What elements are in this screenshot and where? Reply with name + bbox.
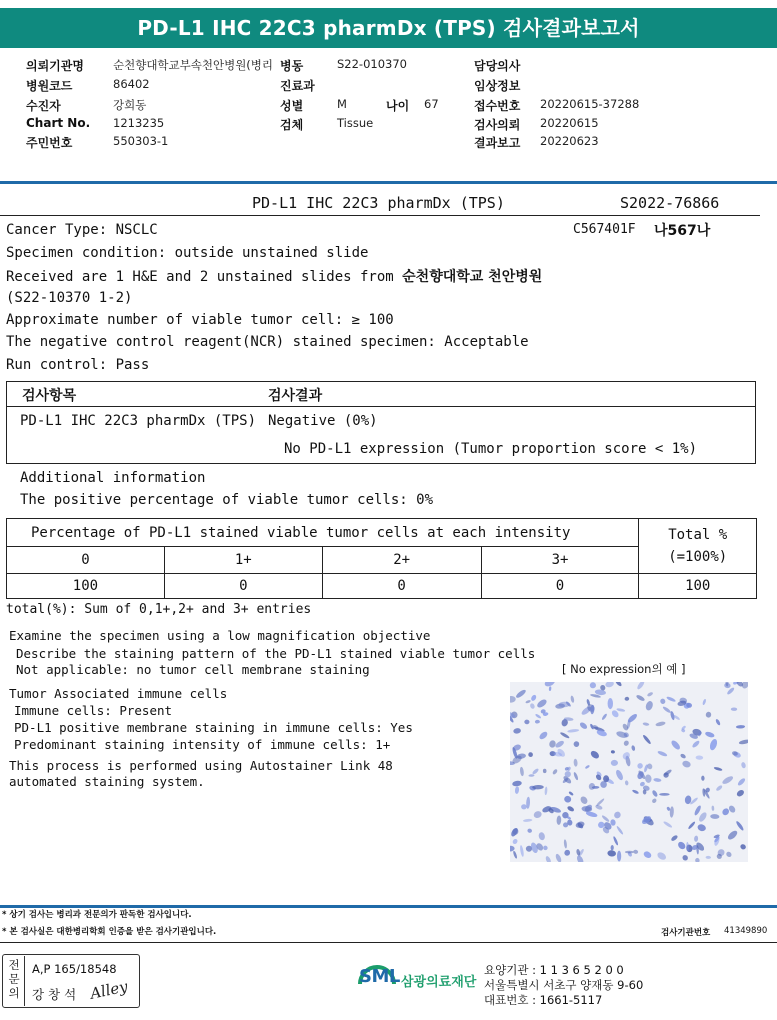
viable-cells: Approximate number of viable tumor cell: ≥ 100 [6, 312, 394, 328]
subheader-code: S2022-76866 [620, 194, 720, 212]
nucleus [527, 828, 533, 834]
nucleus [657, 750, 668, 757]
total-note: total(%): Sum of 0,1+,2+ and 3+ entries [6, 602, 312, 617]
header-label: 검체 [280, 118, 304, 132]
nucleus [721, 775, 734, 786]
received-id: (S22-10370 1-2) [6, 290, 133, 306]
nucleus [636, 694, 646, 702]
nucleus [625, 851, 634, 854]
header-value: M [337, 97, 347, 111]
subheader-title: PD-L1 IHC 22C3 pharmDx (TPS) [252, 194, 505, 212]
nucleus [615, 769, 625, 781]
nucleus [543, 769, 547, 774]
report-title: PD-L1 IHC 22C3 pharmDx (TPS) 검사결과보고서 [137, 16, 640, 40]
nucleus [735, 820, 744, 831]
nucleus [653, 778, 661, 783]
nucleus [532, 768, 540, 775]
nucleus [737, 777, 746, 786]
nucleus [670, 739, 682, 751]
nucleus [512, 850, 517, 859]
intensity-level: 0 [7, 547, 165, 574]
nucleus [693, 805, 702, 817]
lab-code: 요양기관 : 1 1 3 6 5 2 0 0 [484, 963, 624, 977]
nucleus [536, 698, 548, 709]
nucleus [567, 729, 579, 733]
nucleus [523, 819, 533, 823]
nucleus [711, 805, 714, 810]
total-header [639, 519, 757, 574]
examine-line: Examine the specimen using a low magnification objective [9, 628, 431, 643]
nucleus [538, 832, 546, 841]
nucleus [656, 851, 667, 861]
nucleus [549, 686, 552, 691]
nucleus [555, 853, 563, 862]
nucleus [741, 762, 747, 769]
received-prefix: Received are 1 H&E and 2 unstained slides from [6, 269, 403, 285]
intensity-value: 0 [481, 574, 639, 599]
run-control: Run control: Pass [6, 357, 150, 373]
header-value: S22-010370 [337, 57, 407, 71]
nucleus [715, 718, 721, 725]
nucleus [510, 696, 516, 703]
nucleus [528, 752, 534, 758]
total-label: Total % [668, 527, 728, 543]
nucleus [659, 698, 666, 705]
examine-line: Describe the staining pattern of the PD-L1 stained viable tumor cells [16, 646, 536, 661]
received-line [6, 266, 542, 286]
microscopy-illustration [510, 682, 748, 862]
nucleus [631, 745, 636, 751]
lab-phone: 대표번호 : 1661-5117 [484, 993, 603, 1007]
nucleus [544, 787, 547, 796]
nucleus [560, 731, 571, 739]
nucleus [705, 711, 711, 718]
footnote: * 상기 검사는 병리과 전문의가 판독한 검사입니다. [2, 910, 192, 920]
lab-address: 서울특별시 서초구 양재동 9-60 [484, 978, 644, 992]
microscopy-image [510, 682, 748, 862]
nucleus [702, 699, 707, 706]
nucleus [596, 798, 606, 807]
nucleus [731, 707, 737, 711]
nucleus [533, 810, 543, 819]
header-divider [0, 181, 777, 184]
nucleus [636, 682, 645, 690]
sml-logo-text: SML [359, 966, 400, 987]
process-line: automated staining system. [9, 774, 205, 789]
nucleus [545, 855, 552, 862]
col-item-header: 검사항목 [22, 388, 77, 404]
header-label: 검사의뢰 [474, 118, 521, 132]
subheader-divider [0, 215, 760, 216]
header-value: 86402 [113, 77, 150, 91]
nucleus [563, 849, 571, 857]
header-label: 진료과 [280, 79, 315, 93]
header-value: 20220615-37288 [540, 97, 640, 111]
nucleus [554, 740, 565, 749]
stamp-divider [24, 956, 25, 1006]
nucleus [632, 789, 640, 794]
additional-positive: The positive percentage of viable tumor cells: 0% [20, 492, 434, 508]
nucleus [521, 804, 527, 809]
nucleus [616, 708, 625, 712]
cancer-type: Cancer Type: NSCLC [6, 222, 158, 238]
slide-code-secondary: 나567나 [654, 223, 711, 239]
specimen-condition: Specimen condition: outside unstained slide [6, 245, 369, 261]
result-note: No PD-L1 expression (Tumor proportion score < 1%) [284, 441, 698, 457]
intensity-value: 0 [322, 574, 481, 599]
nucleus [512, 780, 522, 787]
nucleus [713, 766, 722, 771]
examine-line: Not applicable: no tumor cell membrane staining [16, 662, 370, 677]
nucleus [611, 845, 614, 851]
received-hospital: 순천향대학교 천안병원 [402, 269, 543, 285]
nucleus [651, 798, 657, 804]
header-value: Tissue [337, 116, 374, 130]
nucleus [601, 713, 608, 721]
nucleus [542, 845, 548, 851]
nucleus [726, 829, 738, 841]
header-value: 1213235 [113, 116, 165, 130]
nucleus [567, 805, 575, 812]
nucleus [616, 825, 624, 835]
nucleus [535, 720, 540, 724]
nucleus [549, 740, 557, 749]
nucleus [529, 703, 535, 710]
header-label: 임상정보 [474, 79, 521, 93]
intensity-header: Percentage of PD-L1 stained viable tumor cells at each intensity [7, 519, 639, 547]
intensity-value: 100 [7, 574, 165, 599]
nucleus [513, 728, 521, 735]
nucleus [736, 789, 746, 798]
nucleus [525, 700, 531, 704]
nucleus [556, 815, 561, 825]
total-label-sub: (=100%) [668, 549, 728, 565]
nucleus [663, 820, 673, 828]
nucleus [691, 740, 700, 749]
header-label: 의뢰기관명 [26, 59, 84, 73]
header-value: 강희동 [113, 98, 147, 112]
nucleus [666, 696, 676, 703]
header-value: 순천향대학교부속천안병원(병리 [113, 58, 274, 72]
header-value: 20220615 [540, 116, 599, 130]
nucleus [680, 753, 687, 759]
nucleus [710, 814, 720, 819]
nucleus [519, 767, 524, 777]
nucleus [515, 688, 527, 699]
nucleus [642, 734, 652, 745]
result-value: Negative (0%) [268, 413, 378, 429]
nucleus [605, 682, 615, 688]
nucleus [563, 839, 567, 848]
nucleus [515, 786, 520, 794]
nucleus [625, 780, 629, 786]
nucleus [669, 806, 674, 818]
stamp-license: A,P 165/18548 [32, 962, 117, 976]
immune-title: Tumor Associated immune cells [9, 686, 228, 701]
nucleus [624, 697, 629, 702]
nucleus [617, 851, 621, 862]
institution-label: 검사기관번호 [661, 928, 711, 938]
header-label: 병원코드 [26, 79, 73, 93]
header-label: 결과보고 [474, 136, 521, 150]
nucleus [651, 789, 658, 797]
nucleus [528, 774, 534, 777]
nucleus [647, 691, 654, 697]
slide-code: C567401F [573, 222, 636, 237]
nucleus [645, 774, 652, 783]
intensity-value: 0 [164, 574, 322, 599]
ncr-line: The negative control reagent(NCR) stained specimen: Acceptable [6, 334, 529, 350]
nucleus [645, 700, 654, 711]
nucleus [725, 851, 732, 858]
nucleus [563, 795, 572, 804]
nucleus [704, 731, 715, 739]
nucleus [670, 834, 678, 842]
header-value: 20220623 [540, 134, 599, 148]
nucleus [694, 835, 699, 842]
nucleus [579, 795, 589, 805]
process-line: This process is performed using Autostainer Link 48 [9, 758, 393, 773]
nucleus [573, 772, 579, 781]
nucleus [695, 755, 703, 760]
nucleus [524, 720, 529, 725]
nucleus [574, 741, 580, 747]
nucleus [681, 760, 691, 769]
nucleus [681, 854, 689, 862]
nucleus [575, 821, 585, 829]
nucleus [512, 838, 519, 845]
total-value: 100 [639, 574, 757, 599]
nucleus [552, 768, 558, 775]
nucleus [573, 759, 577, 767]
nucleus [585, 764, 590, 769]
nucleus [519, 845, 524, 857]
col-result-header: 검사결과 [268, 388, 323, 404]
intensity-table [6, 518, 757, 599]
intensity-level: 2+ [322, 547, 481, 574]
intensity-level: 3+ [481, 547, 639, 574]
result-table-header-divider [6, 406, 756, 407]
nucleus [607, 850, 616, 857]
nucleus [614, 682, 622, 687]
nucleus [709, 738, 719, 751]
header-label: 주민번호 [26, 136, 73, 150]
nucleus [698, 811, 709, 823]
immune-line: Immune cells: Present [14, 703, 173, 718]
nucleus [662, 706, 671, 714]
header-label: 병동 [280, 59, 304, 73]
nucleus [701, 776, 705, 781]
nucleus [590, 682, 597, 688]
nucleus [637, 762, 644, 769]
header-label: Chart No. [26, 116, 91, 130]
nucleus [677, 840, 687, 850]
nucleus [695, 858, 700, 862]
example-label: [ No expression의 예 ] [562, 662, 686, 676]
header-label: 성별 [280, 99, 304, 113]
stamp-name: 강 창 석 [32, 987, 77, 1002]
stamp-vertical-label: 전문의 [8, 958, 20, 1000]
nucleus [589, 749, 600, 760]
nucleus [687, 821, 696, 830]
nucleus [739, 843, 746, 850]
nucleus [510, 845, 515, 851]
header-label: 나이 [386, 99, 410, 113]
lab-name: 삼광의료재단 [401, 975, 477, 990]
nucleus [538, 730, 549, 740]
header-value: 67 [424, 97, 439, 111]
nucleus [568, 791, 574, 796]
nucleus [535, 713, 542, 719]
result-item: PD-L1 IHC 22C3 pharmDx (TPS) [20, 413, 257, 429]
nucleus [608, 698, 613, 709]
nucleus [570, 695, 575, 703]
nucleus [697, 823, 707, 832]
header-value: 550303-1 [113, 134, 169, 148]
footnote: * 본 검사실은 대한병리학회 인증을 받은 검사기관입니다. [2, 927, 217, 937]
nucleus [728, 804, 737, 813]
nucleus [611, 750, 615, 754]
nucleus [579, 721, 589, 730]
signature: Alley [88, 977, 130, 1003]
intensity-level: 1+ [164, 547, 322, 574]
nucleus [588, 782, 596, 790]
nucleus [736, 725, 745, 729]
header-label: 접수번호 [474, 99, 521, 113]
nucleus [613, 836, 619, 846]
nucleus [706, 856, 712, 859]
footer-thin-divider [0, 942, 777, 943]
nucleus [642, 722, 649, 726]
nucleus [623, 740, 630, 747]
nucleus [601, 814, 610, 822]
nucleus [715, 784, 723, 791]
institution-no: 41349890 [724, 926, 768, 936]
immune-line: Predominant staining intensity of immune cells: 1+ [14, 737, 391, 752]
nucleus [643, 850, 653, 859]
nucleus [613, 810, 622, 819]
nucleus [530, 694, 537, 702]
nucleus [611, 760, 618, 766]
nucleus [739, 739, 748, 745]
nucleus [655, 721, 666, 727]
additional-title: Additional information [20, 470, 206, 486]
nucleus [659, 793, 670, 796]
header-label: 담당의사 [474, 59, 521, 73]
immune-line: PD-L1 positive membrane staining in immune cells: Yes [14, 720, 413, 735]
header-label: 수진자 [26, 99, 61, 113]
